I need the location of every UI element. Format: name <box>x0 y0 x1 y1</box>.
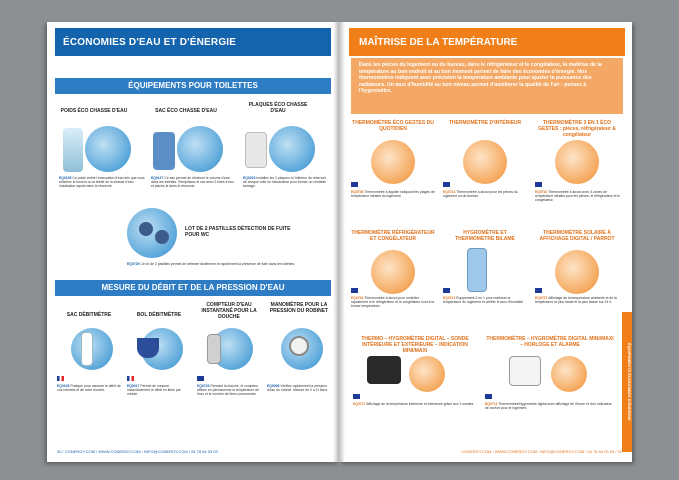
product-image <box>63 128 83 172</box>
product-image <box>153 132 175 170</box>
product-image <box>509 356 541 386</box>
product-image <box>155 230 169 244</box>
product-title: POIDS ÉCO CHASSE D'EAU <box>60 108 128 114</box>
product-description: EQ0708 Thermomètre à aiguille indiquant les plages de température idéales du logement. <box>351 190 435 199</box>
eu-flag-icon <box>351 288 358 293</box>
product-title: PLAQUES ÉCO CHASSE D'EAU <box>248 102 308 114</box>
eu-flag-icon <box>535 288 542 293</box>
product-image <box>367 356 401 384</box>
product-description: EQ0712 Équipement 2 en 1 pour maîtriser la température du logement et vérifier le taux d'humidité. <box>443 296 524 305</box>
product-description: EQ0729 Ce lot de 2 pastilles permet de détecter facilement et rapidement la présence de fuite dans les toilettes. <box>127 262 296 266</box>
product-description: EQ0723 Pendant la douche, le compteur affiche en permanence la température de l'eau et le nombre de litres consommés. <box>197 384 259 397</box>
product-description: EQ0704 Thermomètre à alcool pour contrôler rapidement si le réfrigérateur et le congélateur sont à la bonne température. <box>351 296 435 309</box>
product-description: EQ0109 Pratique pour mesurer le débit de vos robinets et de votre douche. <box>57 384 121 393</box>
product-title: THERMOMÈTRE SOLAIRE À AFFICHAGE DIGITAL / PARROT <box>539 230 615 242</box>
left-page-footer: 30 / CONERGY.COM / WWW.CONERGY.COM / INFO@CONERGY.COM / 04 78 54 03 03 <box>57 449 218 454</box>
product-description: EQ0127 Ce sac permet de diminuer le volume d'eau dans les toilettes. Remplissez le sac avec 2 litres d'eau et placez-le dans le réservoir. <box>151 176 234 189</box>
eu-flag-icon <box>353 394 360 399</box>
product-title: COMPTEUR D'EAU INSTANTANÉ POUR LA DOUCHE <box>201 302 257 320</box>
product-title: THERMOMÈTRE – HYGROMÈTRE DIGITAL MINI/MAXI – HORLOGE ET ALARME <box>486 336 614 348</box>
product-title: MANOMÈTRE POUR LA PRESSION DU ROBINET <box>269 302 329 314</box>
eu-flag-icon <box>443 288 450 293</box>
product-image <box>139 222 153 236</box>
product-description: EQ0023 Installez les 2 plaques à l'intérieur du réservoir, de chaque côté du mécanisme pour former un véritable barrage. <box>243 176 327 189</box>
product-title: LOT DE 2 PASTILLES DÉTECTION DE FUITE POUR WC <box>185 226 291 238</box>
product-image <box>207 334 221 364</box>
product-title: THERMOMÈTRE ÉCO GESTES DU QUOTIDIEN <box>352 120 434 132</box>
product-title: SAC ÉCO CHASSE D'EAU <box>155 108 217 114</box>
product-image <box>409 356 445 392</box>
toilet-equipment-band: ÉQUIPEMENTS POUR TOILETTES <box>55 78 331 94</box>
france-flag-icon <box>127 376 134 381</box>
eu-flag-icon <box>351 182 358 187</box>
product-title: BOL DÉBITMÈTRE <box>136 312 182 318</box>
product-image <box>269 126 315 172</box>
product-image <box>555 140 599 184</box>
eu-flag-icon <box>443 182 450 187</box>
product-image <box>127 208 177 258</box>
product-description: EQ0017 Permet de mesurer instantanément le débit en litres par minute. <box>127 384 181 397</box>
france-flag-icon <box>57 376 64 381</box>
product-description: EQ0108 Ce poids arrête l'évacuation d'eau dès que vous relâchez le bouton ou la tirette de la chasse d'eau. Installation rapide dans le réservoir. <box>59 176 145 189</box>
product-title: THERMOMÈTRE 3 EN 1 ÉCO GESTES : pièces, réfrigérateur & congélateur <box>538 120 616 138</box>
product-title: THERMOMÈTRE RÉFRIGÉRATEUR ET CONGÉLATEUR <box>351 230 435 242</box>
product-image <box>289 336 309 356</box>
product-description: EQ0006 Vérifiez rapidement la pression d'eau du robinet. Mesure de 0 à 11 Bars. <box>267 384 329 393</box>
product-image <box>371 250 415 294</box>
eu-flag-icon <box>485 394 492 399</box>
product-image <box>467 248 487 292</box>
product-image <box>85 126 131 172</box>
product-description: EQ0714 Thermomètre/hygromètre digital avec affichage de l'heure et d'un indicateur de confort pour le logement. <box>485 402 612 411</box>
right-page-footer: CONERGY.COM / WWW.CONERGY.COM / INFO@CONERGY.COM / 04 78 54 03 03 / 31 <box>461 449 622 454</box>
product-title: THERMO – HYGROMÈTRE DIGITAL – SONDE INTÉRIEURE ET EXTÉRIEURE – INDICATION MINI/MAXI <box>361 336 469 354</box>
product-image <box>463 140 507 184</box>
eu-flag-icon <box>535 182 542 187</box>
left-page <box>47 22 339 462</box>
product-title: SAC DÉBITMÈTRE <box>66 312 112 318</box>
product-image <box>245 132 267 168</box>
product-image <box>555 250 599 294</box>
eu-flag-icon <box>197 376 204 381</box>
right-page <box>339 22 632 462</box>
left-page-header: ÉCONOMIES D'EAU ET D'ÉNERGIE <box>55 28 331 56</box>
product-image <box>137 338 159 358</box>
product-title: HYGROMÈTRE ET THERMOMÈTRE BILAME <box>455 230 515 242</box>
flow-pressure-band: MESURE DU DÉBIT ET DE LA PRESSION D'EAU <box>55 280 331 296</box>
product-title: THERMOMÈTRE D'INTÉRIEUR <box>448 120 522 126</box>
product-description: EQ0717 Affichage de la température intérieure et extérieure grâce aux 2 sondes. <box>353 402 475 406</box>
right-page-header: MAÎTRISE DE LA TEMPÉRATURE <box>349 28 625 56</box>
intro-text: Dans les pièces du logement ou du bureau, dans le réfrigérateur et le congélateur, la maîtrise de la température au bon endroit et au bon moment permet de faire des économies d'énergie. Nos thermomètres indiquent avec précision la température ambiante pour ajuster la puissance des radiateurs. Un taux d'humidité au bon niveau permet d'améliorer la qualité de l'air : pensez à l'hygromètre. <box>351 58 623 114</box>
product-image <box>371 140 415 184</box>
section-side-tab: ÉQUIPEMENTS ÉCONOMIES D'ÉNERGIE <box>622 312 632 452</box>
product-description: EQ0710 Thermomètre à alcool avec 3 zones de température idéales pour les pièces, le réfrigérateur et le congélateur. <box>535 190 620 203</box>
product-image <box>81 332 93 366</box>
product-image <box>551 356 587 392</box>
product-description: EQ0707 Affichage de la température ambiante et de la température la plus haute et la plus basse sur 24 h. <box>535 296 617 305</box>
product-image <box>177 126 223 172</box>
product-description: EQ0713 Thermomètre à alcool pour les pièces du logement ou du bureau. <box>443 190 518 199</box>
